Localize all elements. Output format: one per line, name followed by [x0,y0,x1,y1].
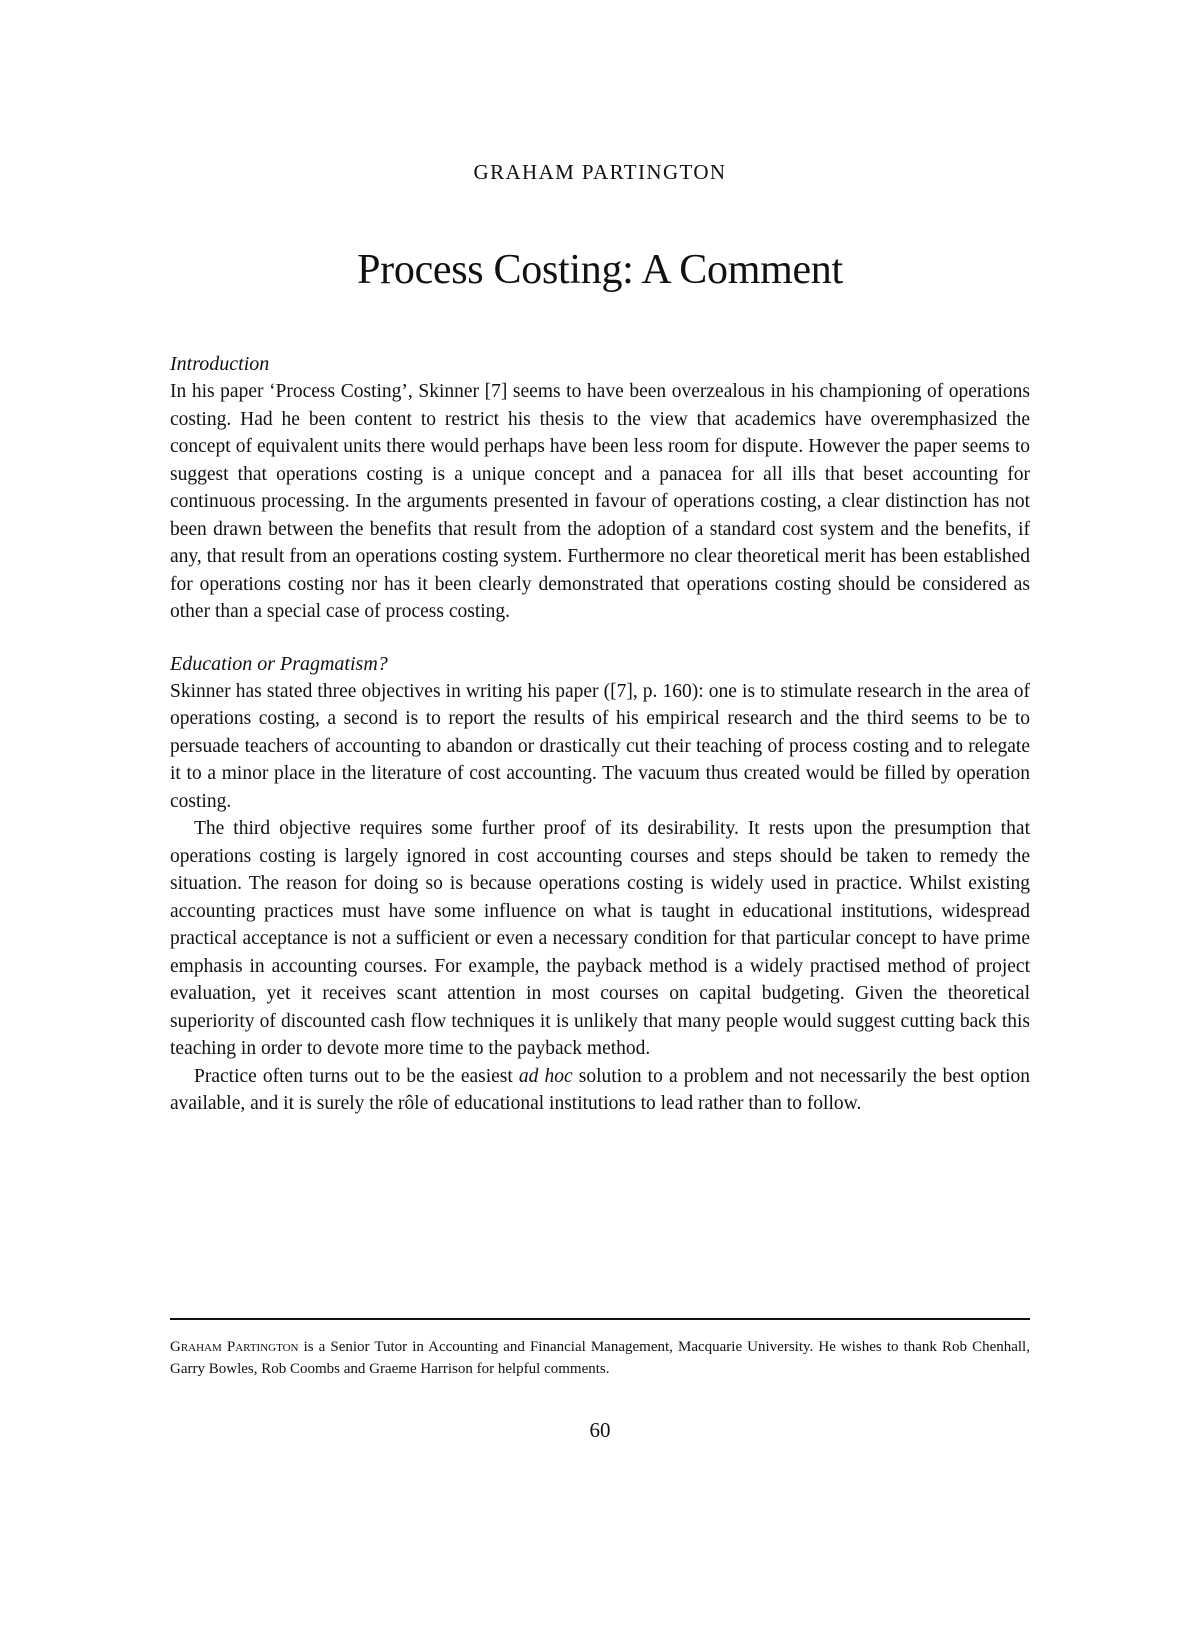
paragraph: Skinner has stated three objectives in writing his paper ([7], p. 160): one is to stimulate research in the area of operations costing, a second is to report the results of his empirical research and the third seems to be to persuade teachers of accounting to abandon or drastically cut their teaching of process costing and to relegate it to a minor place in the literature of cost accounting. The vacuum thus created would be filled by operation costing. [170,680,1030,812]
paragraph-text: solution to a problem and not necessarily the best option available, and it is surely the rôle of educational institutions to lead rather than to follow. [170,1065,1031,1114]
author-name: GRAHAM PARTINGTON [473,160,727,184]
article-body [170,350,1030,1118]
paragraph: In his paper ‘Process Costing’, Skinner [7] seems to have been overzealous in his championing of operations costing. Had he been content to restrict his thesis to the view that academics have overemphasized the concept of equivalent units there would perhaps have been less room for dispute. However the paper seems to suggest that operations costing is a unique concept and a panacea for all ills that beset accounting for continuous processing. In the arguments presented in favour of operations costing, a clear distinction has not been drawn between the benefits that result from the adoption of a standard cost system and the benefits, if any, that result from an operations costing system. Furthermore no clear theoretical merit has been established for operations costing nor has it been clearly demonstrated that operations costing should be considered as other than a special case of process costing. [170,381,1030,622]
footnote-author-name: Graham Partington [170,1339,299,1355]
author-footnote [170,1336,1030,1380]
footnote-divider [170,1318,1030,1320]
footnote-text: is a Senior Tutor in Accounting and Financial Management, Macquarie University. He wishes to thank Rob Chenhall, Garry Bowles, Rob Coombs and Graeme Harrison for helpful comments. [170,1339,1030,1377]
section-heading-education: Education or Pragmatism? [170,652,388,675]
paragraph [170,1063,1030,1118]
article-title: Process Costing: A Comment [357,247,843,293]
page-number: 60 [589,1418,611,1442]
italic-term: ad hoc [518,1065,573,1087]
paragraph-text: Practice often turns out to be the easiest [194,1065,519,1087]
paragraph: The third objective requires some further proof of its desirability. It rests upon the presumption that operations costing is largely ignored in cost accounting courses and steps should be taken to remedy the situation. The reason for doing so is because operations costing is widely used in practice. Whilst existing accounting practices must have some influence on what is taught in educational institutions, widespread practical acceptance is not a sufficient or even a necessary condition for that particular concept to have prime emphasis in accounting courses. For example, the payback method is a widely practised method of project evaluation, yet it receives scant attention in most courses on capital budgeting. Given the theoretical superiority of discounted cash flow techniques it is unlikely that many people would suggest cutting back this teaching in order to devote more time to the payback method. [170,818,1030,1059]
section-heading-introduction: Introduction [170,353,270,375]
